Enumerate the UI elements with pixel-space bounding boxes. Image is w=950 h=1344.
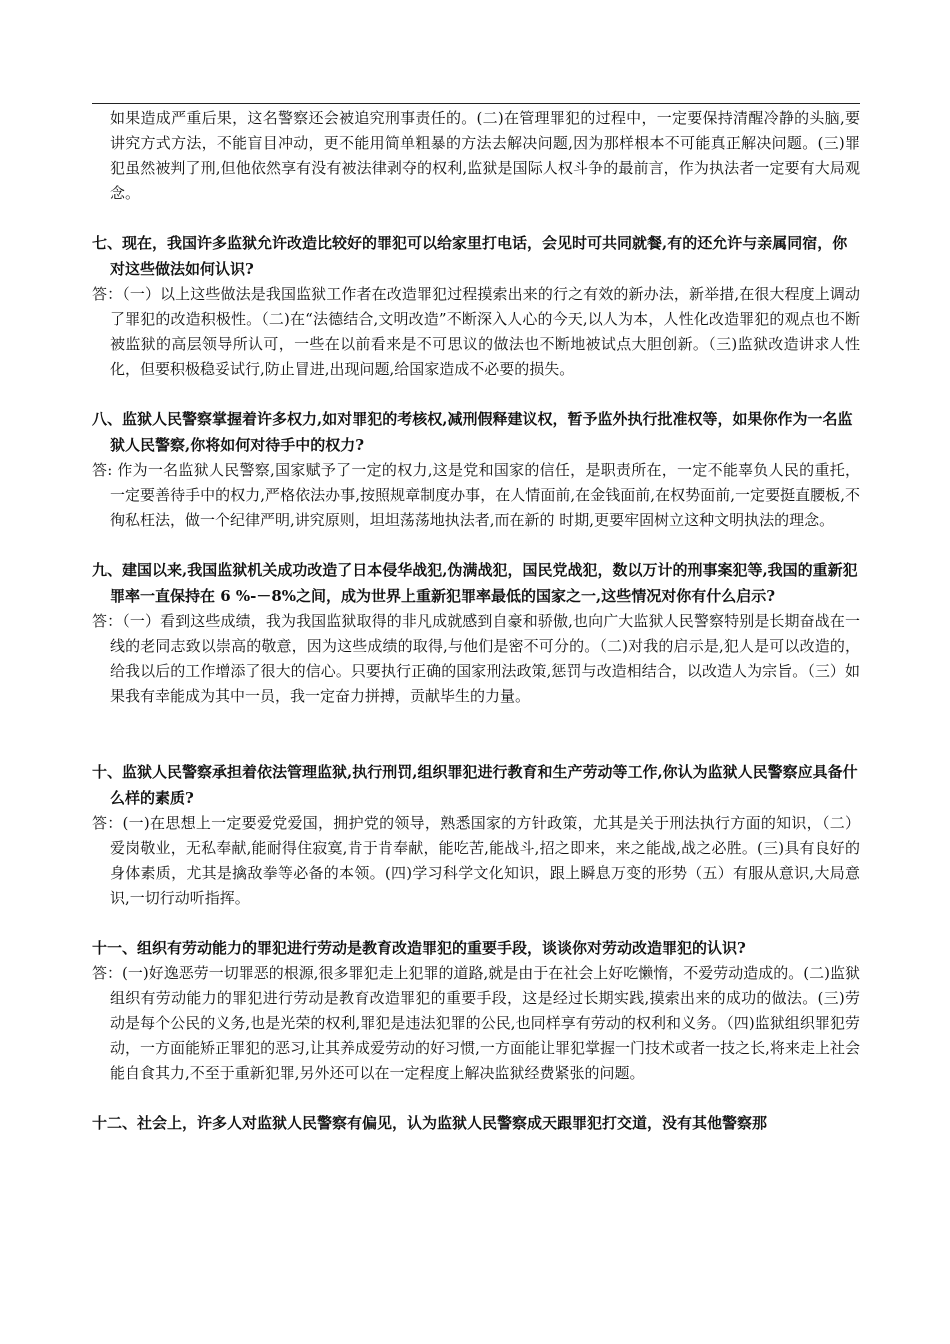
answer-11: 答：(一)好逸恶劳一切罪恶的根源,很多罪犯走上犯罪的道路,就是由于在社会上好吃懒惰，不爱劳动造成的。(二)监狱组织有劳动能力的罪犯进行劳动是教育改造罪犯的重要手段，这是经过长期实践,摸索出来的成功的做法。(三)劳动是每个公民的义务,也是光荣的权利,罪犯是违法犯罪的公民,也同样享有劳动的权利和义务。（四)监狱组织罪犯劳动，一方面能矫正罪犯的恶习,让其养成爱劳动的好习惯,一方面能让罪犯掌握一门技术或者一技之长,将来走上社会能自食其力,不至于重新犯罪,另外还可以在一定程度上解决监狱经费紧张的问题。 xyxy=(92,964,860,1082)
question-9: 九、建国以来,我国监狱机关成功改造了日本侵华战犯,伪满战犯，国民党战犯，数以万计的刑事案犯等,我国的重新犯罪率一直保持在 6 %-－8%之间，成为世界上重新犯罪率最低的国家之一,这些情况对你有什么启示? xyxy=(92,561,858,605)
header-rule xyxy=(92,103,860,104)
question-7: 七、现在，我国许多监狱允许改造比较好的罪犯可以给家里打电话，会见时可共同就餐,有的还允许与亲属同宿，你对这些做法如何认识? xyxy=(92,234,848,278)
question-12: 十二、社会上，许多人对监狱人民警察有偏见，认为监狱人民警察成天跟罪犯打交道，没有其他警察那 xyxy=(92,1114,768,1132)
answer-7: 答：（一）以上这些做法是我国监狱工作者在改造罪犯过程摸索出来的行之有效的新办法，新举措,在很大程度上调动了罪犯的改造积极性。（二)在“法德结合,文明改造”不断深入人心的今天,以人为本，人性化改造罪犯的观点也不断被监狱的高层领导所认可，一些在以前看来是不可思议的做法也不断地被试点大胆创新。（三)监狱改造讲求人性化，但要积极稳妥试行,防止冒进,出现问题,给国家造成不必要的损失。 xyxy=(92,285,860,378)
question-11: 十一、组织有劳动能力的罪犯进行劳动是教育改造罪犯的重要手段，谈谈你对劳动改造罪犯的认识? xyxy=(92,939,746,957)
question-10: 十、监狱人民警察承担着依法管理监狱,执行刑罚,组织罪犯进行教育和生产劳动等工作,你认为监狱人民警察应具备什么样的素质? xyxy=(92,763,858,807)
intro-continuation: 如果造成严重后果，这名警察还会被追究刑事责任的。(二)在管理罪犯的过程中，一定要保持清醒冷静的头脑,要讲究方式方法，不能盲目冲动，更不能用简单粗暴的方法去解决问题,因为那样根本不可能真正解决问题。(三)罪犯虽然被判了刑,但他依然享有没有被法律剥夺的权利,监狱是国际人权斗争的最前言，作为执法者一定要有大局观念。 xyxy=(110,109,860,202)
answer-9: 答：（一）看到这些成绩，我为我国监狱取得的非凡成就感到自豪和骄傲,也向广大监狱人民警察特别是长期奋战在一线的老同志致以崇高的敬意，因为这些成绩的取得,与他们是密不可分的。（二)对我的启示是,犯人是可以改造的，给我以后的工作增添了很大的信心。只要执行正确的国家刑法政策,惩罚与改造相结合，以改造人为宗旨。（三）如果我有幸能成为其中一员，我一定奋力拼搏，贡献毕生的力量。 xyxy=(92,612,860,705)
answer-10: 答：(一)在思想上一定要爱党爱国，拥护党的领导，熟悉国家的方针政策，尤其是关于刑法执行方面的知识，（二）爱岗敬业，无私奉献,能耐得住寂寞,肯于肯奉献，能吃苦,能战斗,招之即来，来之能战,战之必胜。(三)具有良好的身体素质，尤其是擒敌拳等必备的本领。(四)学习科学文化知识，跟上瞬息万变的形势（五）有服从意识,大局意识,一切行动听指挥。 xyxy=(92,814,860,907)
document-body xyxy=(92,106,860,1136)
answer-8: 答: 作为一名监狱人民警察,国家赋予了一定的权力,这是党和国家的信任，是职责所在，一定不能辜负人民的重托，一定要善待手中的权力,严格依法办事,按照规章制度办事，在人情面前,在金钱面前,在权势面前,一定要挺直腰板,不徇私枉法，做一个纪律严明,讲究原则，坦坦荡荡地执法者,而在新的 时期,更要牢固树立这种文明执法的理念。 xyxy=(92,461,860,529)
question-8: 八、监狱人民警察掌握着许多权力,如对罪犯的考核权,减刑假释建议权，暂予监外执行批准权等，如果你作为一名监狱人民警察,你将如何对待手中的权力? xyxy=(92,410,853,454)
